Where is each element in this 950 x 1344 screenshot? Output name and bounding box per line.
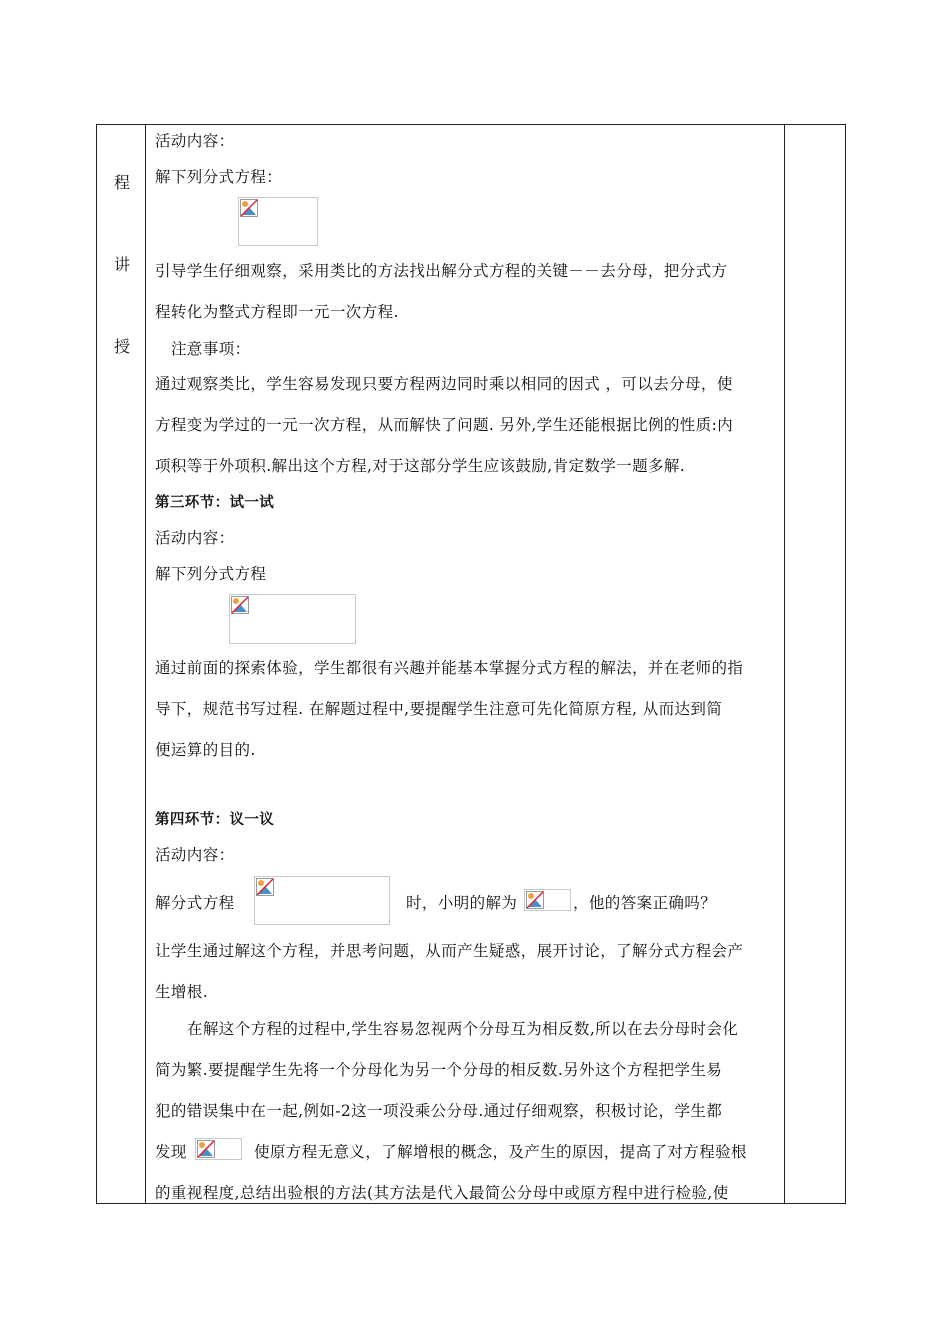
text-line: 在解这个方程的过程中,学生容易忽视两个分母互为相反数,所以在去分母时会化: [187, 1020, 739, 1038]
text-line: 通过观察类比，学生容易发现只要方程两边同时乘以相同的因式 ，可以去分母，使: [155, 375, 733, 393]
text-line: 让学生通过解这个方程，并思考问题，从而产生疑惑，展开讨论，了解分式方程会产: [155, 942, 744, 960]
equation-image: [229, 594, 356, 644]
table-border-left: [96, 124, 97, 1204]
text-line: 导下，规范书写过程. 在解题过程中,要提醒学生注意可先化简原方程, 从而达到简: [155, 700, 723, 718]
text-line: 项积等于外项积.解出这个方程,对于这部分学生应该鼓励,肯定数学一题多解.: [155, 457, 686, 475]
text-line: 活动内容：: [155, 529, 235, 547]
text-line: 注意事项：: [171, 340, 251, 358]
text-line: 便运算的目的.: [155, 741, 256, 759]
broken-image-icon: [240, 199, 258, 217]
text-line: 的重视程度,总结出验根的方法(其方法是代入最简公分母中或原方程中进行检验,使: [155, 1184, 729, 1202]
side-label-2: 讲: [113, 255, 130, 274]
text-line: 活动内容：: [155, 846, 235, 864]
text-line: 解下列分式方程：: [155, 168, 283, 186]
text-line: 时，小明的解为: [406, 894, 518, 912]
text-line: 发现: [155, 1143, 187, 1161]
text-line: 解分式方程: [155, 894, 235, 912]
text-line: 方程变为学过的一元一次方程，从而解快了问题. 另外,学生还能根据比例的性质:内: [155, 416, 734, 434]
table-divider-1: [145, 124, 146, 1204]
text-line: 使原方程无意义，了解增根的概念，及产生的原因，提高了对方程验根: [254, 1143, 747, 1161]
text-line: 程转化为整式方程即一元一次方程.: [155, 303, 399, 321]
text-line: 简为繁.要提醒学生先将一个分母化为另一个分母的相反数.另外这个方程把学生易: [155, 1061, 723, 1079]
side-label-1: 程: [113, 173, 130, 192]
text-line: 通过前面的探索体验，学生都很有兴趣并能基本掌握分式方程的解法，并在老师的指: [155, 659, 744, 677]
broken-image-icon: [526, 891, 544, 909]
table-border-right: [845, 124, 846, 1204]
equation-image: [254, 876, 390, 925]
equation-image: [238, 197, 318, 246]
text-line: 犯的错误集中在一起,例如-2这一项没乘公分母.通过仔细观察，积极讨论，学生都: [155, 1102, 723, 1120]
broken-image-icon: [231, 596, 249, 614]
answer-image: [524, 889, 571, 911]
expression-image: [195, 1138, 242, 1160]
table-divider-2: [784, 124, 785, 1204]
text-line: 解下列分式方程: [155, 565, 267, 583]
side-label-3: 授: [113, 337, 130, 356]
broken-image-icon: [197, 1140, 215, 1158]
section-heading-3: 第三环节：试一试: [155, 495, 275, 511]
text-line: 活动内容：: [155, 132, 235, 150]
section-heading-4: 第四环节：议一议: [155, 812, 275, 828]
text-line: 生增根.: [155, 983, 209, 1001]
broken-image-icon: [256, 878, 274, 896]
text-line: ，他的答案正确吗？: [573, 894, 717, 912]
text-line: 引导学生仔细观察，采用类比的方法找出解分式方程的关键－－去分母，把分式方: [155, 262, 728, 280]
